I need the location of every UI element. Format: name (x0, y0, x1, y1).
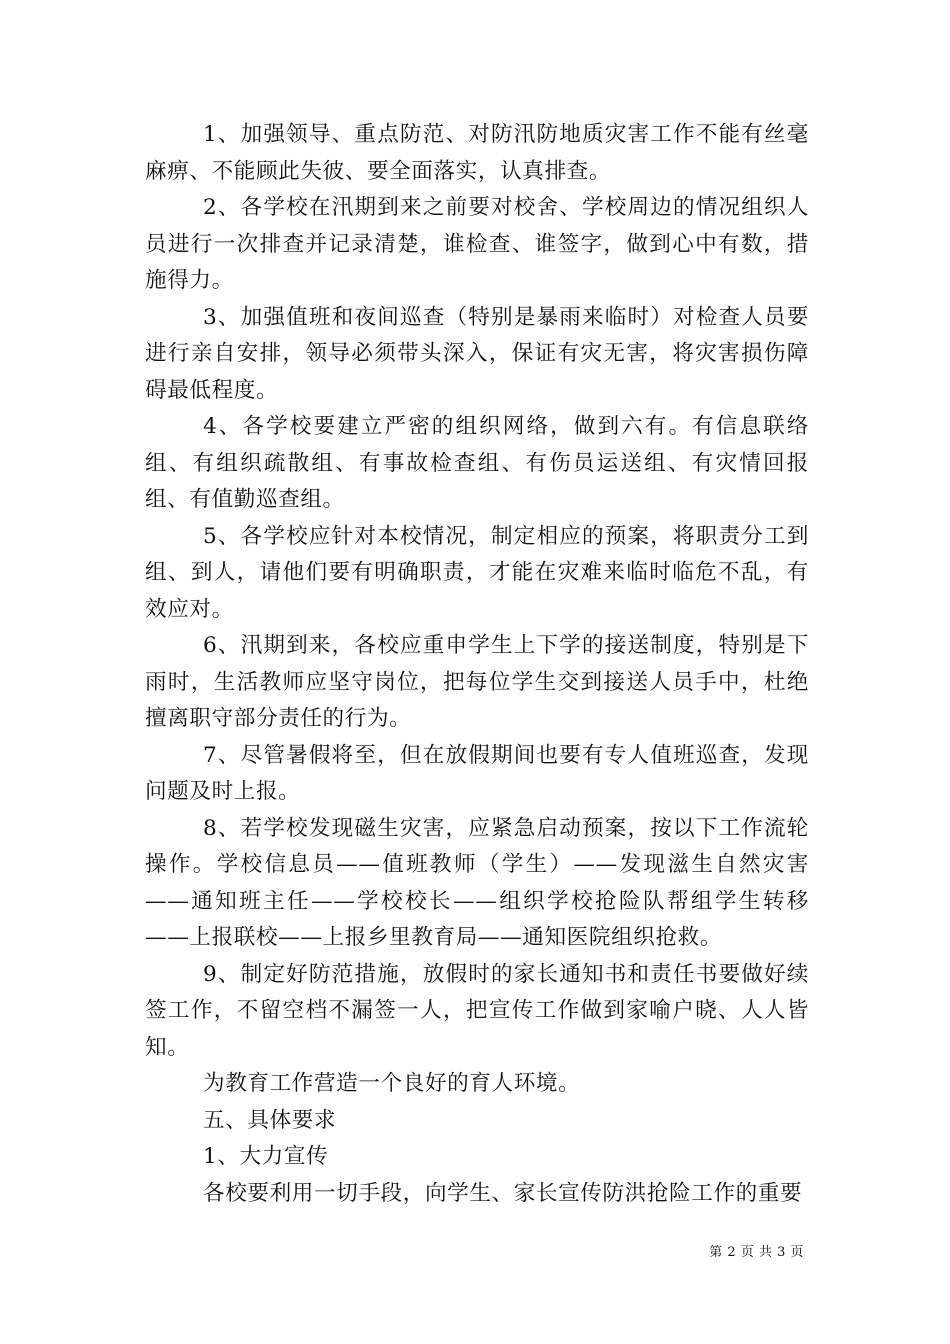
paragraph-item-1: 1、加强领导、重点防范、对防汛防地质灾害工作不能有丝毫麻痹、不能顾此失彼、要全面落实，认真排查。 (145, 122, 809, 184)
page-number: 第 2 页 共 3 页 (709, 1245, 804, 1260)
document-body (145, 117, 809, 1212)
paragraph-item-2: 2、各学校在汛期到来之前要对校舍、学校周边的情况组织人员进行一次排查并记录清楚，谁检查、谁签字，做到心中有数，措施得力。 (145, 195, 809, 293)
subsection-heading: 1、大力宣传 (203, 1144, 329, 1169)
paragraph-item-3: 3、加强值班和夜间巡查（特别是暴雨来临时）对检查人员要进行亲自安排，领导必须带头深入，保证有灾无害，将灾害损伤障碍最低程度。 (145, 304, 809, 403)
paragraph-item-5: 5、各学校应针对本校情况，制定相应的预案，将职责分工到组、到人，请他们要有明确职责，才能在灾难来临时临危不乱，有效应对。 (145, 523, 809, 622)
paragraph-item-9: 9、制定好防范措施，放假时的家长通知书和责任书要做好续签工作，不留空档不漏签一人，把宣传工作做到家喻户晓、人人皆知。 (145, 961, 809, 1060)
closing-sentence: 为教育工作营造一个良好的育人环境。 (203, 1071, 581, 1096)
paragraph-item-4: 4、各学校要建立严密的组织网络，做到六有。有信息联络组、有组织疏散组、有事故检查组、有伤员运送组、有灾情回报组、有值勤巡查组。 (145, 414, 809, 512)
section-heading: 五、具体要求 (203, 1107, 337, 1133)
paragraph-item-7: 7、尽管暑假将至，但在放假期间也要有专人值班巡查，发现问题及时上报。 (145, 742, 809, 804)
paragraph-item-8: 8、若学校发现磁生灾害，应紧急启动预案，按以下工作流轮操作。学校信息员——值班教师（学生）——发现滋生自然灾害——通知班主任——学校校长——组织学校抢险队帮组学生转移——上报联校——上报乡里教育局——通知医院组织抢救。 (145, 815, 809, 950)
paragraph-item-6: 6、汛期到来，各校应重申学生上下学的接送制度，特别是下雨时，生活教师应坚守岗位，把每位学生交到接送人员手中，杜绝擅离职守部分责任的行为。 (145, 633, 809, 731)
paragraph-continued: 各校要利用一切手段，向学生、家长宣传防洪抢险工作的重要 (203, 1180, 803, 1206)
